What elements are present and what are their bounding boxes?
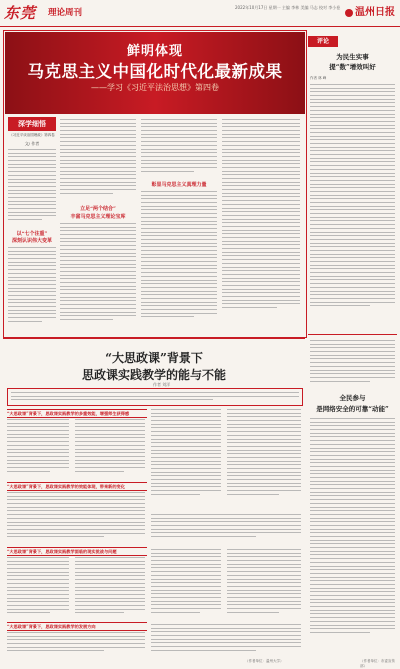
commentary-1-author: 作者 林 峰: [310, 76, 327, 80]
article2-text-1a: [7, 419, 69, 479]
article2-title-line1: “大思政课”背景下: [105, 351, 203, 365]
sidebar-text-block: [8, 149, 56, 227]
deep-study-tag: 深学细悟: [8, 117, 56, 131]
main-article: [3, 30, 307, 338]
commentary-1-title-line1: 为民生实事: [336, 53, 369, 61]
subhead-1: 以“七个注重”: [16, 231, 48, 237]
main-author: 文/ 作者: [24, 141, 40, 146]
article2-text-1b: [75, 419, 145, 479]
article2-subhead-3: “大思政课”背景下，思政课实践教学面临的现实挑战与问题: [7, 547, 147, 556]
article2-title-line2: 思政课实践教学的能与不能: [81, 368, 226, 382]
header-meta: [235, 5, 341, 11]
main-title-line2: 马克思主义中国化时代化最新成果: [27, 62, 283, 81]
subhead-2: 深刻认识伟大变革: [11, 238, 52, 244]
commentary-divider: [308, 334, 397, 335]
second-article: [3, 338, 305, 667]
main-col-3-bottom: [141, 191, 217, 333]
article2-text-3a: [7, 557, 69, 619]
article2-text-4b: [151, 624, 301, 658]
main-sidebar: [8, 117, 56, 330]
right-column: [308, 30, 397, 666]
subhead-3: 立足“两个结合”: [80, 206, 116, 212]
commentary-1-body: [310, 84, 395, 330]
commentary-2-footnote: （作者单位：市委宣传部）: [360, 659, 395, 668]
section-title: 理论周刊: [48, 8, 83, 18]
article2-text-3c: [151, 549, 221, 619]
commentary-1-title-line2: 提“数”增效叫好: [329, 63, 376, 71]
main-col-2-bottom: [60, 223, 136, 333]
article2-text-4a: [7, 632, 145, 658]
article2-abstract: [7, 388, 303, 406]
article2-subhead-2: “大思政课”背景下，思政课实践教学的效能体现，带来新的变化: [7, 482, 147, 491]
main-col-4: [222, 119, 300, 333]
sidebar-text-block-2: [8, 247, 56, 329]
article2-text-3d: [227, 549, 301, 619]
article2-text-1d: [227, 409, 301, 509]
commentary-2-title-line1: 全民参与: [339, 394, 366, 402]
article2-text-2a: [7, 492, 145, 544]
article2-text-3b: [75, 557, 145, 619]
main-col-3-top: [141, 119, 217, 179]
paper-name: [345, 3, 395, 18]
article2-subhead-1: “大思政课”背景下，思政课实践教学的多重效能，增强师生获得感: [7, 409, 147, 418]
article2-author: 作者 刘洋: [153, 382, 171, 387]
header-meta-line1: 2022年10月17日 星期一 主编 李林 美编 马志 校对 李小卷: [235, 5, 341, 10]
article2-text-2b: [151, 514, 301, 544]
paper-logo-icon: [345, 9, 353, 17]
subhead-5: 彰显马克思主义真理力量: [151, 182, 207, 188]
commentary-1-tail: [310, 340, 395, 388]
article2-subhead-4: “大思政课”背景下，思政课实践教学的发展方向: [7, 622, 147, 631]
newspaper-logo: 东莞: [4, 4, 37, 22]
subhead-4: 丰富马克思主义理论宝库: [70, 214, 126, 220]
article2-footnote: （作者单位：温州大学）: [245, 659, 284, 663]
commentary-tag: 评论: [308, 36, 338, 47]
main-title-line1: 鲜明体现: [126, 44, 183, 59]
deep-study-subtitle: 《习近平谈治国理政》第四卷: [9, 133, 55, 137]
main-article-banner: [5, 32, 305, 114]
article2-abstract-text: [11, 392, 299, 404]
paper-name-text: 温州日报: [355, 7, 395, 18]
main-subtitle: ——学习《习近平法治思想》第四卷: [91, 83, 219, 92]
commentary-2-title-line2: 是网络安全的可靠“动能”: [316, 405, 389, 413]
article2-text-1c: [151, 409, 221, 509]
commentary-2-body: [310, 418, 395, 656]
main-col-2-top: [60, 119, 136, 203]
